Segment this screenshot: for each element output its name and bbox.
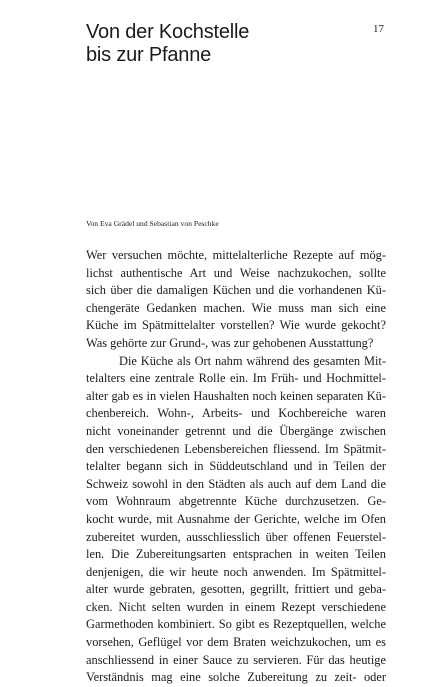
body-line: zubereitet wurden, ausschliesslich über offenen Feuerstel- <box>86 529 386 544</box>
body-line: cken. Nicht selten wurden in einem Rezept verschiedene <box>86 599 386 614</box>
body-line: denjenigen, die wir heute noch anwenden. Im Spätmittel- <box>86 564 386 579</box>
body-line: nicht voneinander getrennt und die Übergänge zwischen <box>86 423 386 438</box>
body-line: Wer versuchen möchte, mittelalterliche Rezepte auf mög- <box>86 248 386 262</box>
body-line: alter wurde gebraten, gesotten, gegrillt, frittiert und geba- <box>86 582 386 597</box>
body-line: telalter begann sich in Süddeutschland und in Teilen der <box>86 459 386 474</box>
body-line: telalters eine zentrale Rolle ein. Im Früh- und Hochmittel- <box>86 371 386 386</box>
author-byline: Von Eva Grädel und Sebastian von Peschke <box>86 219 219 228</box>
body-line: Küche im Spätmittelalter vorstellen? Wie wurde gekocht? <box>86 318 386 333</box>
page-title-line-1: Von der Kochstelle <box>86 21 250 43</box>
body-line: Garmethoden kombiniert. So gibt es Rezeptquellen, welche <box>86 617 386 632</box>
page-number: 17 <box>373 23 384 35</box>
body-line: den verschiedenen Lebensbereichen fliessend. Im Spätmit- <box>86 441 386 456</box>
body-line: vorsehen, Geflügel vor dem Braten weichzukochen, um es <box>86 635 386 650</box>
body-line: kocht wurde, mit Ausnahme der Gerichte, welche im Ofen <box>86 511 386 526</box>
body-line: anschliessend in einer Sauce zu servieren. Für das heutige <box>86 652 386 667</box>
body-line: chenbereich. Wohn-, Arbeits- und Kochbereiche waren <box>86 406 386 421</box>
body-line: Was gehörte zur Grund-, was zur gehobenen Ausstattung? <box>86 335 374 350</box>
body-line: len. Die Zubereitungsarten entsprachen in weiten Teilen <box>86 547 386 562</box>
body-line: Verständnis mag eine solche Zubereitung zu zeit- oder <box>86 670 386 685</box>
body-line: sich über die damaligen Küchen und die vorhandenen Kü- <box>86 283 386 298</box>
page-title-line-2: bis zur Pfanne <box>86 44 212 66</box>
body-line: chengeräte Gedanken machen. Wie muss man sich eine <box>86 300 386 315</box>
article-body <box>86 247 386 687</box>
body-line: lichst authentische Art und Weise nachzukochen, sollte <box>86 265 386 280</box>
body-line: alter gab es in vielen Haushalten noch keinen separaten Kü- <box>86 388 386 403</box>
body-line: Schweiz sowohl in den Städten als auch auf dem Land die <box>86 476 386 491</box>
body-line: vom Wohnraum abgetrennte Küche durchzusetzen. Ge- <box>86 494 386 509</box>
body-line: Die Küche als Ort nahm während des gesamten Mit- <box>119 353 386 368</box>
page-title <box>86 21 326 67</box>
